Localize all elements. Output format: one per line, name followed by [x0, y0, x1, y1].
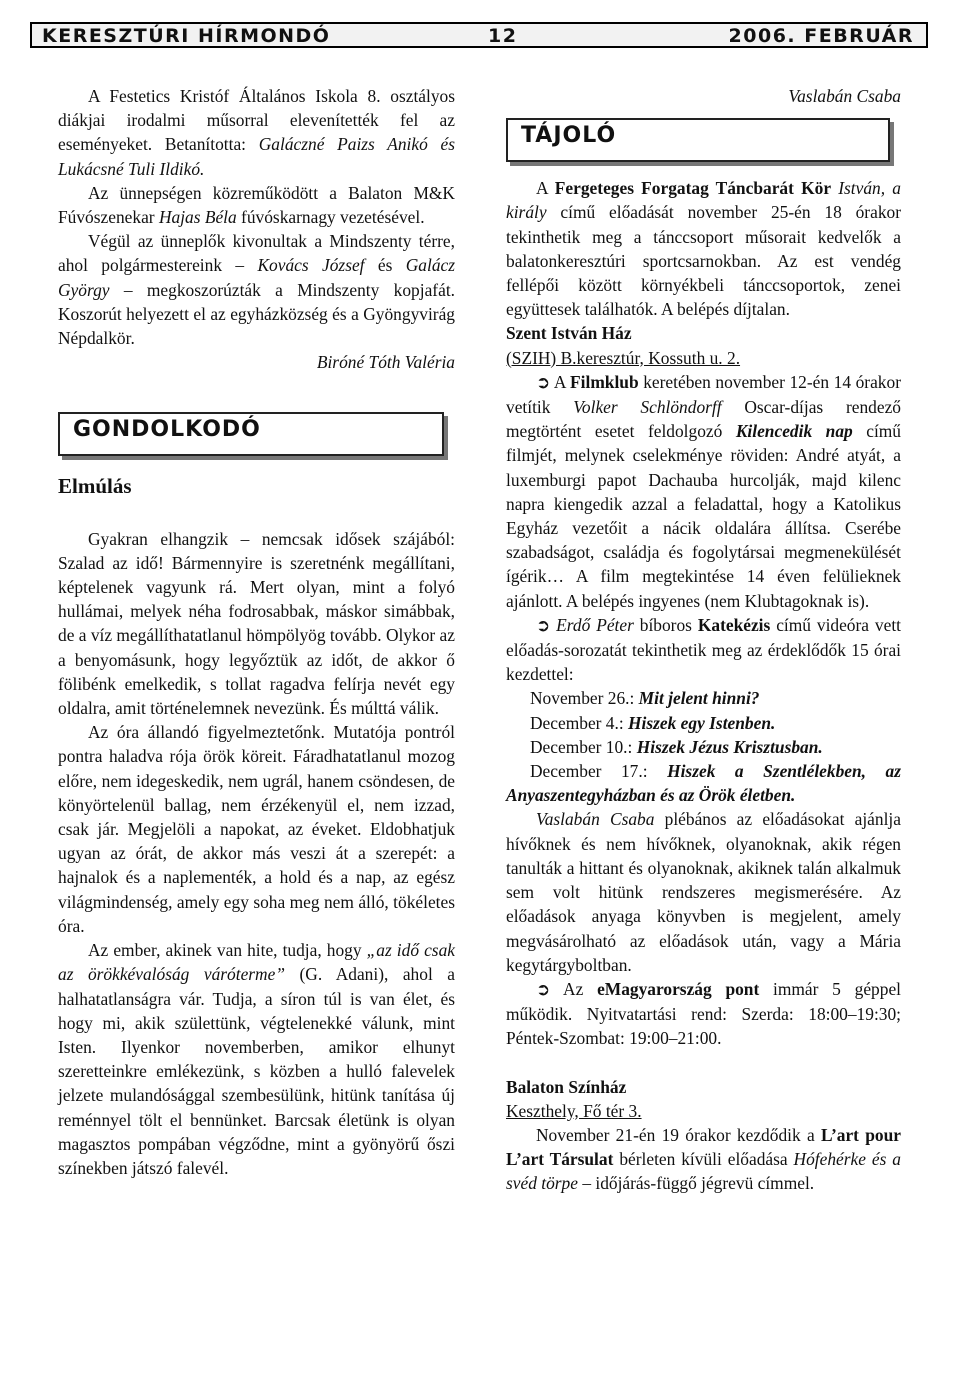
paragraph: Gyakran elhangzik – nemcsak idősek szájából: Szalad az idő! Bármennyire is szeretnénk megállítani, képtelenek vagyunk rá. Mert olyan, mint a folyó hullámai, melyek néha fodrosabbak, máskor simábbak, de a víz megállíthatatlanul hömpölyög tovább. Olykor az a benyomásunk, hogy legyőztük az időt, de akkor ő fölibénk emelkedik, s tollat ragadva felírja nevét egy oldalra, amit történelemnek nevezünk. És múlttá válik.: [58, 528, 455, 719]
section-title: TÁJOLÓ: [521, 123, 617, 149]
paragraph: Végül az ünneplők kivonultak a Mindszenty térre, ahol polgármestereink – Kovács József és Galácz György – megkoszorúzták a Mindszenty kopjafát. Koszorút helyezett el az egyházközség és a Gyöngyvirág Népdalkör.: [58, 231, 456, 349]
article-title: Elmúlás: [58, 474, 132, 499]
paragraph: A Festetics Kristóf Általános Iskola 8. osztályos diákjai irodalmi műsorral elevenítették fel az eseményeket. Betanította: Galáczné Paizs Anikó és Lukácsné Tuli Ildikó.: [58, 86, 455, 179]
section-box-gondolkodo: [58, 412, 444, 456]
paragraph: Vaslabán Csaba plébános az előadásokat ajánlja hívőknek és nem hívőknek, olyanoknak, akik régen tanulták a hittant és olyanoknak, akiknek talán alkalmuk sem volt hitünk rendszeres megismerésére. Az előadások anyaga könyvben is megjelent, amely megvásárolható az előadások után, vagy a Mária kegytárgyboltban.: [506, 809, 901, 975]
venue-address: Keszthely, Fő tér 3.: [506, 1100, 642, 1121]
newspaper-title: KERESZTÚRI HÍRMONDÓ: [42, 25, 331, 47]
venue-address: (SZIH) B.keresztúr, Kossuth u. 2.: [506, 347, 741, 368]
venue-name: Balaton Színház: [506, 1076, 627, 1097]
paragraph: A Fergeteges Forgatag Táncbarát Kör István, a király című előadását november 25-én 18 órakor tekinthetik meg a tánccsoport műsorait kedvelők a balatonkeresztúri sportcsarnokban. Az est vendég fellépői között környékbeli tánccsoportok, zenei együttesek találhatók. A belépés díjtalan.: [506, 178, 901, 320]
issue-date: 2006. FEBRUÁR: [728, 25, 914, 47]
lecture-item: November 26.: Mit jelent hinni?: [530, 688, 760, 709]
paragraph: Az óra állandó figyelmeztetőnk. Mutatója pontról pontra haladva rója örök köreit. Fáradhatatlanul mozog előre, nem idegeskedik, nem ugrál, hanem csöndesen, de könyörtelenül ballag, nem érzékenyül el, nem izzad, csak jár. Megjelöli a napokat, az éveket. Eldobhatjuk ugyan az órát, de akkor más veszi át a szerepét: a hajnalok és a naplementék, a hold és a nap, az egész világmindenség, amely egy soha meg nem álló, tökéletes óra.: [58, 722, 455, 936]
paragraph: Az ünnepségen közreműködött a Balaton M&K Fúvószenekar Hajas Béla fúvóskarnagy vezetésével.: [58, 182, 455, 228]
left-column: [58, 84, 455, 1180]
paragraph: ➲ Az eMagyarország pont immár 5 géppel működik. Nyitvatartási rend: Szerda: 18:00–19:30; Péntek-Szombat: 19:00–21:00.: [506, 978, 901, 1049]
author-signature: Vaslabán Csaba: [788, 86, 901, 106]
paragraph: November 21-én 19 órakor kezdődik a L’art pour L’art Társulat bérleten kívüli előadása Hófehérke és a svéd törpe – időjárás-függő jégrevü címmel.: [506, 1124, 902, 1194]
lecture-item: December 4.: Hiszek egy Istenben.: [530, 712, 776, 733]
lecture-item: December 10.: Hiszek Jézus Krisztusban.: [530, 736, 823, 757]
right-column: [506, 84, 901, 1196]
section-title: GONDOLKODÓ: [73, 417, 261, 443]
page-header: [30, 22, 928, 48]
paragraph: ➲ Erdő Péter bíboros Katekézis című videóra vett előadás-sorozatát tekinthetik meg az érdeklődők 15 órai kezdettel:: [506, 614, 901, 685]
arrow-icon: ➲: [536, 979, 551, 1000]
arrow-icon: ➲: [536, 372, 551, 393]
author-signature: Biróné Tóth Valéria: [316, 352, 455, 373]
page-number: 12: [488, 25, 518, 47]
paragraph: ➲ A Filmklub keretében november 12-én 14 órakor vetítik Volker Schlöndorff Oscar-díjas rendező megtörtént esetet feldolgozó Kilencedik nap című filmjét, melynek cselekménye röviden: André atyát, a luxemburgi papot Dachauba hurcolják, majd kilenc napra kiengedik azzal a feladattal, hogy a Katolikus Egyház vezetőit a nácik oldalára állítsa. Cserébe szabadságot, családja és fogolytársai megmenekülését ígérik… A film megtekintése 14 éven felülieknek ajánlott. A belépés ingyenes (nem Klubtagoknak is).: [506, 371, 901, 611]
venue-name: Szent István Ház: [506, 323, 632, 344]
section-box-tajolo: [506, 118, 890, 162]
lecture-item: December 17.: Hiszek a Szentlélekben, az Anyaszentegyházban és az Örök életben.: [506, 761, 902, 806]
arrow-icon: ➲: [536, 615, 551, 636]
paragraph: Az ember, akinek van hite, tudja, hogy „az idő csak az örökkévalóság váróterme” (G. Adani), ahol a halhatatlanságra vár. Tudja, a síron túl is van élet, és hogy mi, akik születtünk, végtelenekké válunk, mint Isten. Ilyenkor novemberben, amikor elhunyt szeretteinkre emlékezünk, s közben a hulló falevelek jelzete mulandósággal szembesülünk, hitünk tanítása új reménnyel tölt el bennünket. Barcsak életünk is olyan magasztos pompában végződne, mint a gyönyörű őszi színekben játszó falevél.: [58, 940, 455, 1178]
